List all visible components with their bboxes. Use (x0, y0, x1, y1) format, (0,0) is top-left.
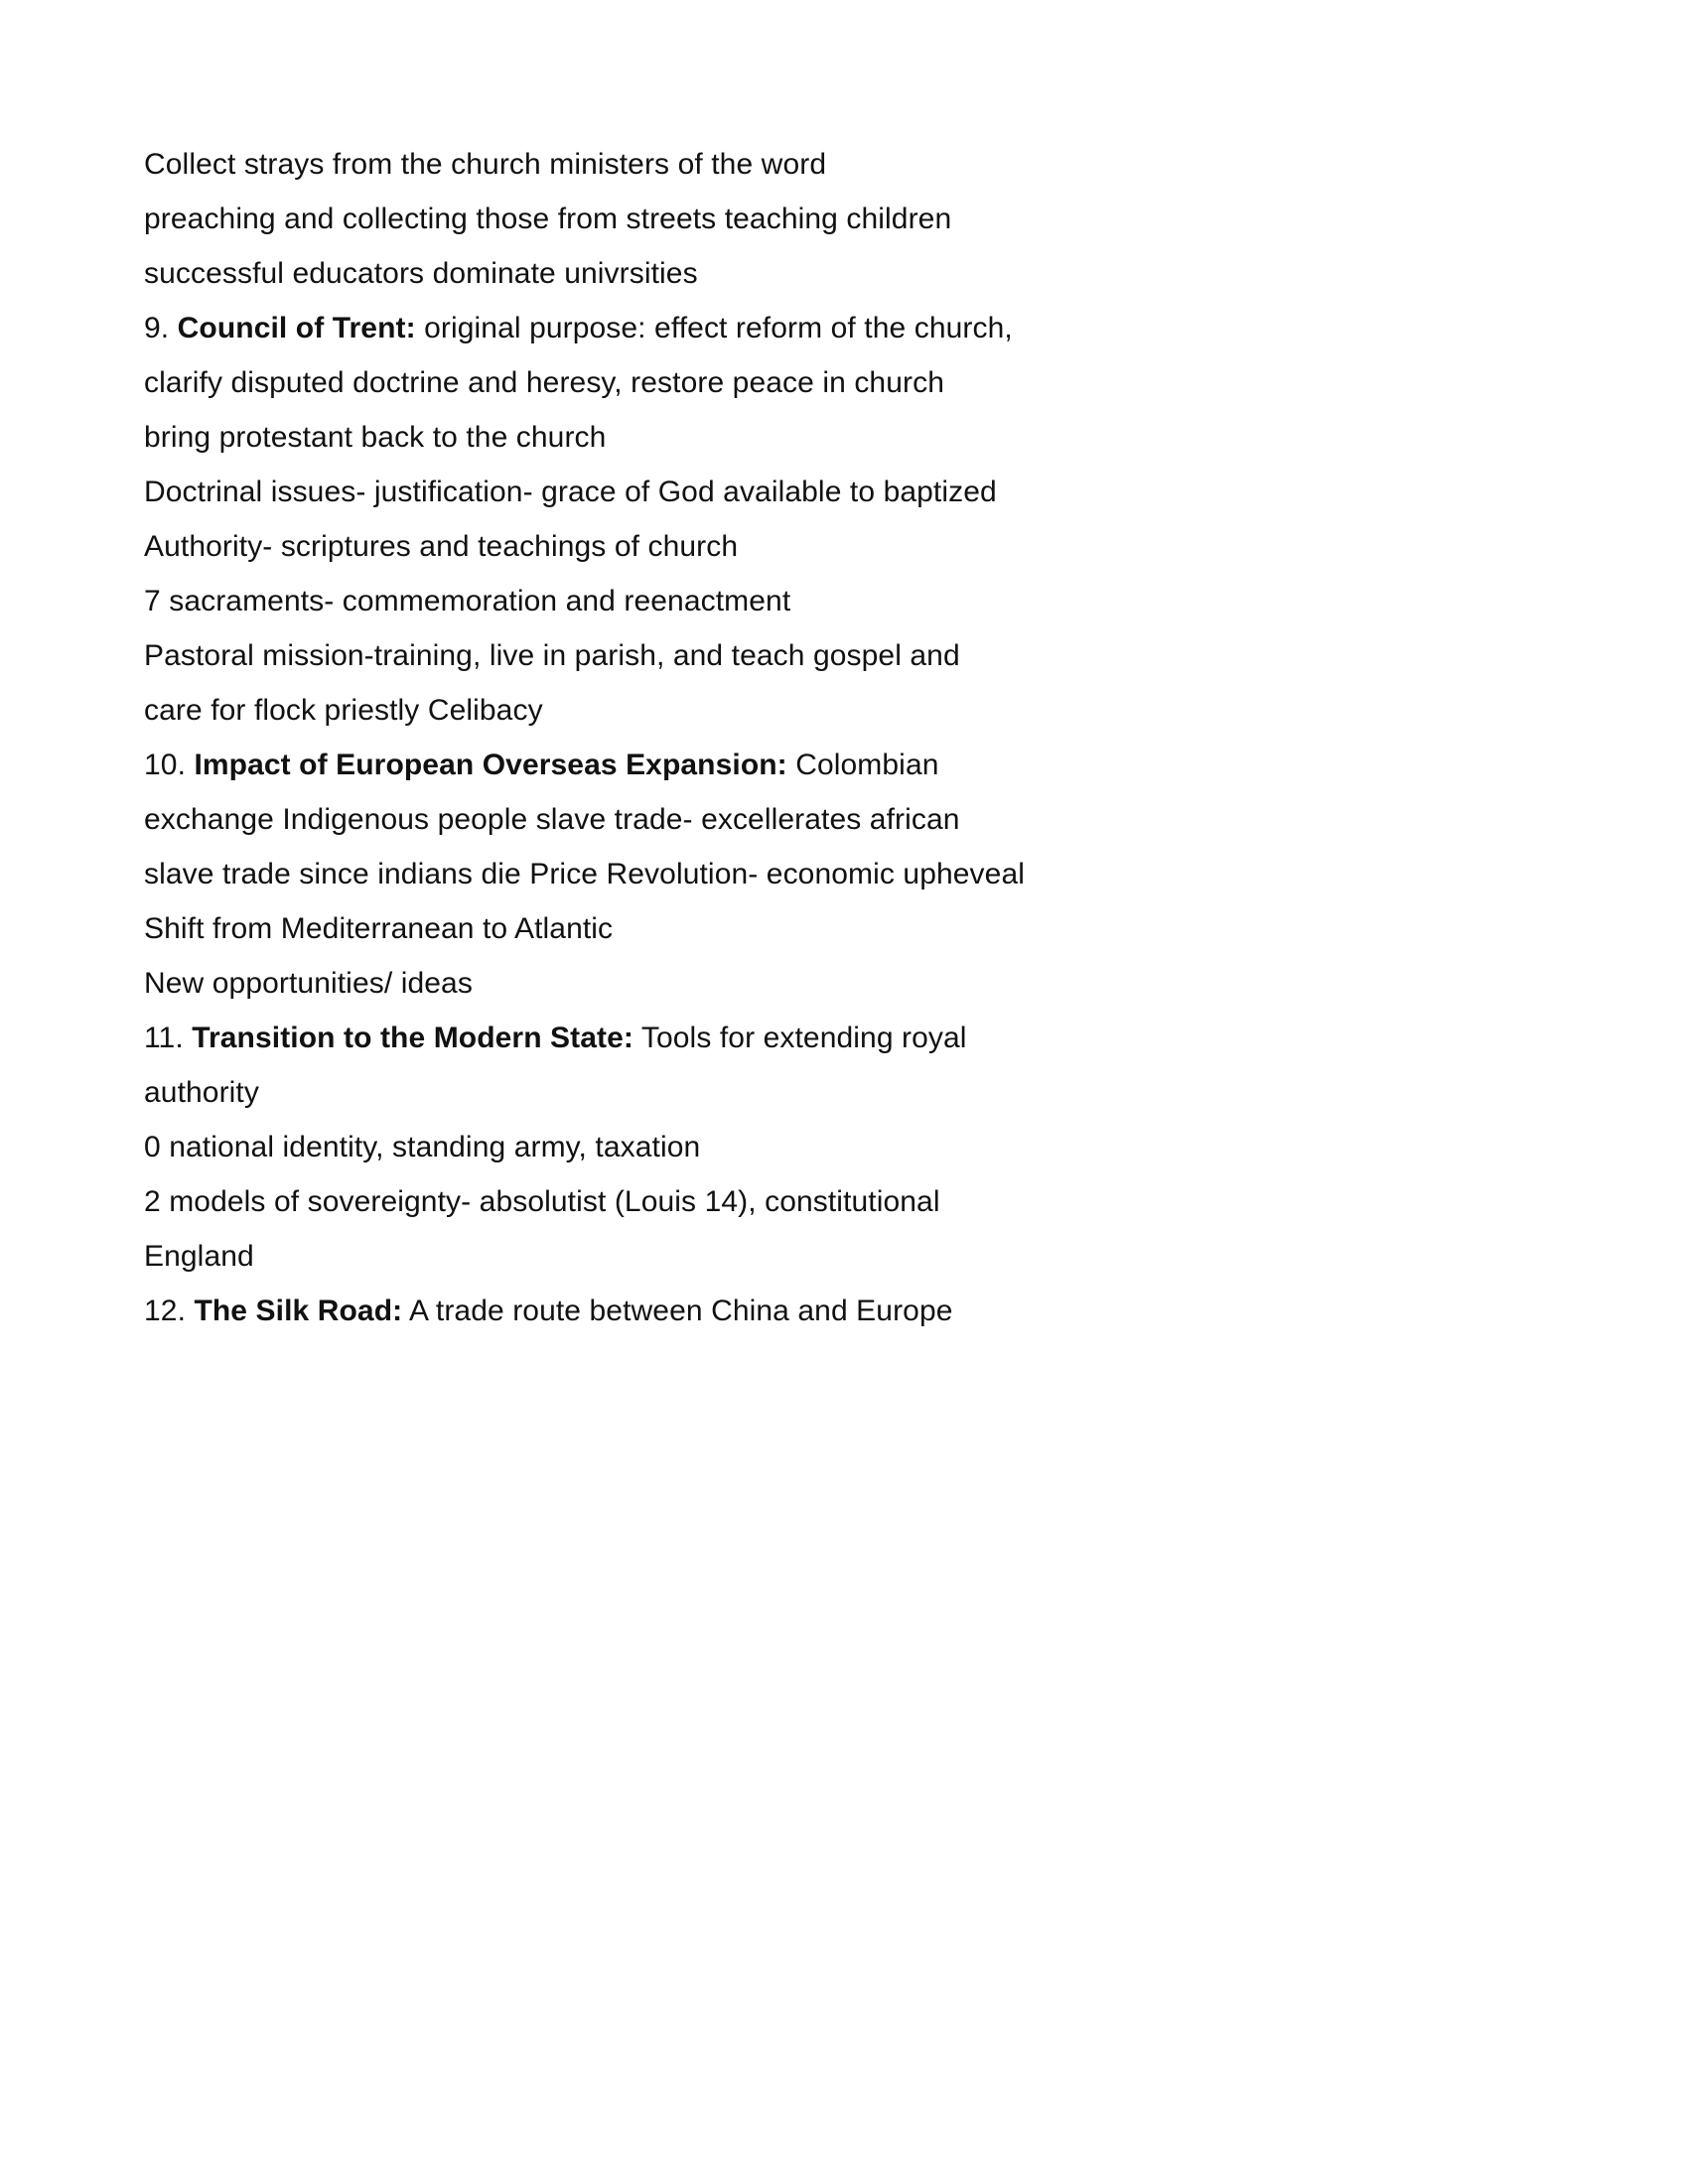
text-line (144, 355, 1569, 410)
text-line (144, 683, 1569, 738)
body-text: England (144, 1240, 254, 1273)
body-text: 11. (144, 1022, 193, 1054)
body-text: 2 models of sovereignty- absolutist (Louis 14), constitutional (144, 1185, 940, 1218)
body-text: Authority- scriptures and teachings of church (144, 530, 739, 563)
body-text: 9. (144, 312, 178, 344)
body-text: slave trade since indians die Price Revolution- economic upheveal (144, 858, 1025, 890)
text-line (144, 956, 1569, 1011)
text-line (144, 519, 1569, 574)
text-line (144, 1229, 1569, 1284)
body-text: original purpose: effect reform of the church, (415, 312, 1013, 344)
term-heading: Transition to the Modern State: (192, 1022, 633, 1054)
text-line (144, 574, 1569, 628)
text-line (144, 192, 1569, 246)
body-text: preaching and collecting those from streets teaching children (144, 203, 952, 235)
text-line (144, 901, 1569, 956)
body-text: Shift from Mediterranean to Atlantic (144, 912, 614, 945)
text-line (144, 137, 1569, 192)
text-line (144, 628, 1569, 683)
body-text: Doctrinal issues- justification- grace of God available to baptized (144, 476, 997, 508)
body-text: authority (144, 1076, 259, 1109)
body-text: 10. (144, 749, 195, 781)
text-line (144, 847, 1569, 901)
body-text: Collect strays from the church ministers of the word (144, 148, 827, 181)
text-line (144, 1011, 1569, 1065)
text-line (144, 1174, 1569, 1229)
text-line (144, 738, 1569, 792)
body-text: care for flock priestly Celibacy (144, 694, 543, 727)
body-text: 0 national identity, standing army, taxation (144, 1131, 701, 1163)
body-text: Pastoral mission-training, live in parish, and teach gospel and (144, 639, 960, 672)
body-text: exchange Indigenous people slave trade- excellerates african (144, 803, 960, 836)
text-line (144, 246, 1569, 301)
term-heading: Impact of European Overseas Expansion: (194, 749, 787, 781)
body-text: New opportunities/ ideas (144, 967, 473, 1000)
body-text: A trade route between China and Europe (402, 1295, 953, 1327)
body-text: 7 sacraments- commemoration and reenactment (144, 585, 791, 617)
body-text: clarify disputed doctrine and heresy, restore peace in church (144, 366, 944, 399)
text-line (144, 1065, 1569, 1120)
body-text: Tools for extending royal (633, 1022, 967, 1054)
text-line (144, 1284, 1569, 1338)
body-text: bring protestant back to the church (144, 421, 607, 454)
text-line (144, 301, 1569, 355)
text-line (144, 1120, 1569, 1174)
document-text-block (144, 137, 1569, 1338)
text-line (144, 410, 1569, 465)
text-line (144, 465, 1569, 519)
text-line (144, 792, 1569, 847)
term-heading: The Silk Road: (194, 1295, 403, 1327)
body-text: successful educators dominate univrsities (144, 257, 698, 290)
body-text: Colombian (786, 749, 939, 781)
body-text: 12. (144, 1295, 195, 1327)
term-heading: Council of Trent: (177, 312, 416, 344)
